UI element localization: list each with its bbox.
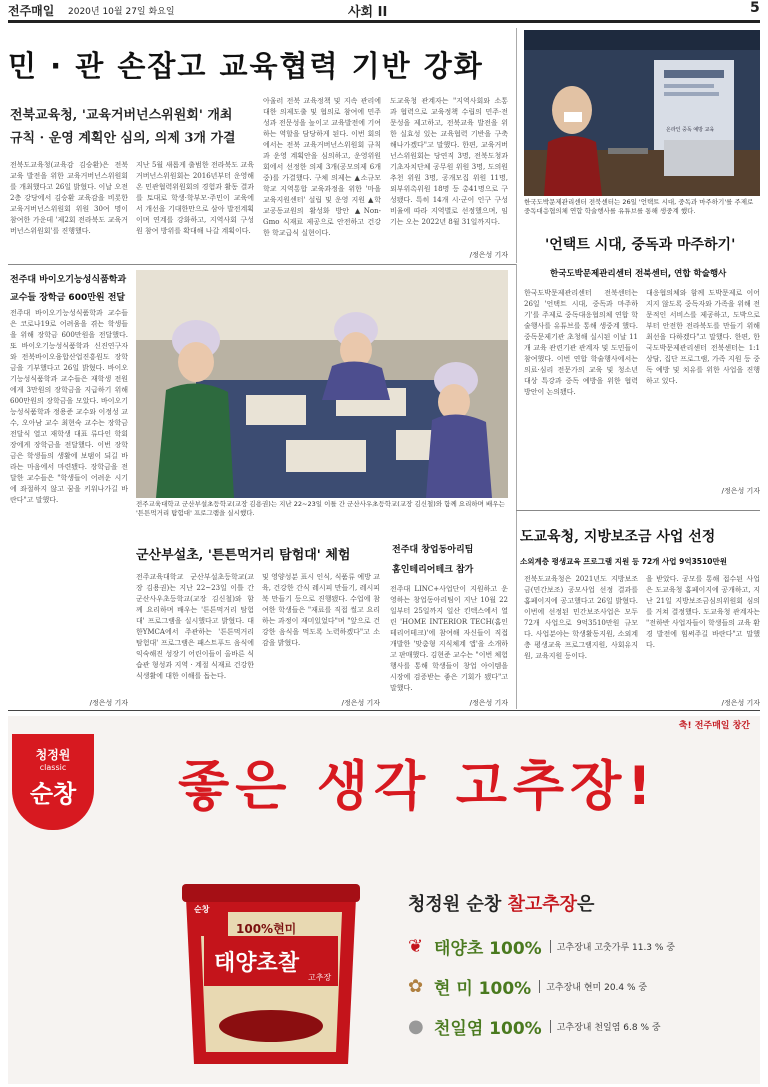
package-main-text: 태양초찰: [214, 951, 300, 976]
lead-col-2: 지난 5월 새롭게 출범한 전라북도 교육거버넌스위원회는 2016년부터 운영해 온 민관협력위원회의 경험과 활동 결과를 토대로 학생·학부모·주민이 교육에서 개선을 기대한만으로 삼아 발전계획이며 연계를 강화하고, 지역사회 구성원 참여 방위를 확대해 나갈 계획이다.: [136, 161, 254, 235]
column-divider: [516, 28, 517, 263]
right-top-subhead: 한국도박문제관리센터 전북센터, 연합 학술행사: [550, 269, 727, 279]
ingredient-name: 현 미 100%: [434, 978, 532, 999]
poster-text: 온라인 중독 예방 교육: [666, 127, 715, 133]
center-byline: /정은성 기자: [341, 699, 380, 707]
ingredient-row-rice: [408, 966, 738, 1006]
photo-conference-svg: [524, 30, 760, 196]
ad-headline: 좋은 생각 고추장!: [178, 756, 658, 817]
right-top-col-2: 대응협의체와 함께 도박문제로 이어지지 않도록 중독자와 가족을 위해 전문적인 서비스를 제공하고, 도박으로부터 안전한 전라북도를 만들기 위해 최선을 다하겠다"고 말했다. 한편, 한국도박문제관리센터 전북센터는 1:1 상담, 집단 프로그램, 가족 지원 등 중독 예방 및 치유를 위한 사업을 진행하고 있다.: [646, 289, 760, 385]
product-package: [176, 876, 366, 1072]
brand-name-kr: 청정원: [35, 748, 71, 762]
section-name: 사회 II: [348, 5, 388, 20]
brand-name-en: classic: [39, 763, 67, 772]
right-bottom-byline: /정은성 기자: [721, 699, 760, 707]
right-top-byline: /정은성 기자: [721, 487, 760, 495]
center-headline: 군산부설초, '튼튼먹거리 탐험대' 체험: [136, 548, 351, 563]
right-bottom-headline: 도교육청, 지방보조금 사업 선정: [520, 529, 716, 545]
lead-headline: 민 · 관 손잡고 교육협력 기반 강화: [8, 49, 484, 83]
product-line-suffix: 은: [577, 894, 595, 915]
column-divider-2: [516, 264, 517, 709]
ingredient-detail: 고추장내 천일염 6.8 % 중: [550, 1020, 661, 1033]
mid-left-body: 전주대 바이오기능성식품학과 교수들은 코로나19로 어려움을 겪는 학생들을 위해 장학금 600만원을 전달했다. 또 바이오기능성식품학과 신진연구자와 전북바이오융합산업진흥원도 장학금을 기부했다고 26일 밝혔다. 바이오기능성식품학과 교수들은 재학생 전원에게 3만원의 장학금을 지급하기 위해 600만원의 장학금을 모았다. 바이오기능성식품학과 정용준 교수와 이정성 교수, 오아남 교수 최현숙 교수는 장학금 전달식 열고 재학생 대표 류다인 학회장에게 장학금을 전달했다. 이번 장학금은 학생들의 생활에 보탬이 되길 바라는 마음에서 마련됐다. 장학금을 전달한 교수들은 "학생들이 어려운 시기에 좌절하지 않고 꿈을 키워나가길 바란다"고 말했다.: [10, 309, 128, 504]
newspaper-name: 전주매일: [8, 4, 55, 18]
lead-subhead-2: 규칙 · 운영 계획안 심의, 의제 3개 가결: [10, 131, 236, 146]
ingredient-list: [408, 926, 738, 1046]
mid-left-headline-2: 교수들 장학금 600만원 전달: [10, 293, 126, 303]
ingredient-detail: 고추장내 현미 20.4 % 중: [539, 980, 647, 993]
rice-icon: ✿: [408, 975, 424, 997]
photo-caption-cooking: 전주교육대학교 군산부설초등학교(교장 김용권)는 지난 22~23일 이틀 간 군산사우초등학교(교장 김신철)와 함께 요리하며 배우는 '튼튼먹거리 탐험대' 프로그램을 실시했다.: [136, 500, 505, 517]
ad-congrats-text: 축! 전주매일 창간: [678, 721, 750, 731]
mid-left-byline: /정은성 기자: [89, 699, 128, 707]
photo-cooking-class-svg: [136, 270, 508, 498]
lead-col-3: 아울러 전북 교육정책 및 지속 관리에 대한 의제도출 및 협의로 참여에 민주성과 전문성을 높이고 교육발전에 기여하는 역할을 담당하게 된다. 이번 회의에서는 전북 교육거버넌스위원회 규칙과 운영 계획안을 심의하고, 운영위원회에서 선정한 의제 3개(공모의제 6개 중)를 가결했다. 구체 의제는 ▲소규모학교 지역통합 교육과정을 위한 '마을교육지원센터' 설립 및 운영 지원 ▲학교공동교원의 활성화 방안 ▲Non-Gmo 식재료 제공으로 안전하고 건강한 학교급식 실현이다.: [263, 97, 381, 237]
right-bottom-col-1: 전북도교육청은 2021년도 지방보조금(민간보조) 공모사업 선정 결과를 홈페이지에 공고했다고 26일 밝혔다. 이번에 선정된 민간보조사업은 모두 72개 사업으로 9억3510만원 규모다. 사업분야는 학생활동지원, 소외계층 평생교육 프로그램지원, 사회유지원, 교육지원 등이다.: [524, 575, 638, 660]
mid-left-headline-1: 전주대 바이오기능성식품학과: [10, 275, 127, 285]
header-rule: [8, 20, 760, 23]
center-right-headline-1: 전주대 창업동아리팀: [392, 545, 474, 555]
ingredient-name: 천일염 100%: [434, 1018, 542, 1039]
chili-icon: ❦: [408, 935, 424, 957]
ingredient-name: 태양초 100%: [434, 938, 542, 959]
lead-col-4: 도교육청 관계자는 "지역사회와 소통과 협력으로 교육정책 수립의 민주·전문성을 제고하고, 전북교육 발전을 위한 실효성 있는 교육협력 기반을 구축해나가겠다"고 말했다. 한편, 교육거버넌스위원회는 당연직 3명, 전북도청과 기초자치단체 공무원 위원 3명, 도의원 추천 위원 3명, 공개모집 위원 11명, 외부위촉위원 18명 등 총41명으로 구성됐다. 특히 14개 시·군이 인구 구성 비율에 따라 지역별로 선정했으며, 임기는 오는 2022년 8월 31일까지다.: [390, 97, 508, 226]
product-line: [408, 890, 594, 916]
ingredient-row-chili: [408, 926, 738, 966]
lead-byline: /정은성 기자: [469, 251, 508, 259]
photo-cooking-class: [136, 270, 508, 498]
right-divider: [516, 510, 760, 511]
product-line-prefix: 청정원 순창: [408, 894, 508, 915]
page-header: [8, 0, 760, 22]
right-bottom-subhead: 소외계층 평생교육 프로그램 지원 등 72개 사업 9억3510만원: [520, 557, 727, 566]
section-divider: [8, 264, 516, 265]
package-sub-text: 고추장: [308, 973, 332, 982]
brand-logo: [12, 734, 94, 830]
page-number: 5: [750, 0, 760, 16]
product-line-strong: 찰고추장: [507, 894, 578, 915]
lead-col-1: 전북도교육청(교육감 김승환)은 전북교육 발전을 위한 교육거버넌스위원회를 개최했다고 26일 밝혔다. 이날 오전 2층 강당에서 김승환 교육감을 비롯한 교육거버넌스위원회 위원 30여 명이 참여한 가운데 '제2회 전라북도 교육거버넌스위원회'를 진행했다.: [10, 161, 128, 235]
center-col-2: 및 영양성분 표시 인식, 식품류 예방 교육, 건강한 간식 레시피 만들기, 레시피북 만들기 등으로 진행됐다. 수업에 참여한 학생들은 "재료를 직접 썰고 요리하는 과정이 재미있었다"며 "앞으로 건강한 음식을 먹도록 노력하겠다"고 소감을 밝혔다.: [262, 573, 380, 647]
right-top-headline: '언택트 시대, 중독과 마주하기': [545, 237, 736, 253]
center-right-byline: /정은성 기자: [469, 699, 508, 707]
center-col-1: 전주교육대학교 군산부설초등학교(교장 김용권)는 지난 22~23일 이틀 간 군산사우초등학교(교장 김신철)와 함께 요리하며 배우는 '튼튼먹거리 탐험대' 프로그램을 실시했다고 밝혔다. 대한YMCA에서 주관하는 '튼튼먹거리 탐험대' 프로그램은 패스트푸드 음식에 익숙해진 성장기 어린이들이 올바른 식습관 형성과 지역 · 계절 식재료 건강한 식생활에 대한 이해를 돕는다.: [136, 573, 254, 680]
photo-caption-conference: 한국도박문제관리센터 전북센터는 26일 '언택트 시대, 중독과 마주하기'를 주제로 중독대응협의체 연합 학술행사를 유튜브를 통해 생중계 했다.: [524, 198, 754, 215]
center-right-headline-2: 홈인테리어테크 참가: [392, 565, 474, 575]
right-top-col-1: 한국도박문제관리센터 전북센터는 26일 '언택트 시대, 중독과 마주하기'를 주제로 중독대응협의체 연합 학술행사를 유튜브를 통해 생중계 했다. 중독문제기관 초청해 실시된 이날 11개 교육 관련기관 관계자 및 도민들이 참여했다. 이번 연합 학술행사에서는 의료·심리 전문가의 교육 및 청소년 대상 특강과 중독 예방을 위한 협력 방안이 논의됐다.: [524, 289, 638, 396]
photo-conference: [524, 30, 760, 196]
package-brand: 순창: [194, 905, 210, 914]
ingredient-row-salt: [408, 1006, 738, 1046]
package-top-text: 100%현미: [236, 922, 297, 936]
ad-divider: [8, 710, 760, 711]
advertisement: [8, 716, 760, 1084]
issue-date: 2020년 10월 27일 화요일: [68, 7, 175, 17]
right-bottom-col-2: 을 받았다. 공모를 통해 접수된 사업은 도교육청 홈페이지에 공개하고, 지난 21일 지방보조금심의위원회 심의를 거쳐 결정했다. 도교육청 관계자는 "전하반 사업자들이 학생들의 교육 환경 발전에 힘써주길 바란다"고 말했다.: [646, 575, 760, 649]
salt-icon: ●: [408, 1015, 424, 1037]
center-right-body: 전주대 LINC+사업단이 지원하고 운영하는 창업동아리팀이 지난 10월 22일부터 25일까지 일산 킨텍스에서 열린 'HOME INTERIOR TECH(홈인테리어테크)'에 참여해 자신들이 직접 개발한 '맞춤형 지식체계 앱'을 소개하고 판매했다. 김현준 교수는 "이번 체험행사를 통해 학생들이 창업 아이템을 시장에 검증받는 좋은 기회가 됐다"고 말했다.: [390, 585, 508, 692]
lead-subhead-1: 전북교육청, '교육거버넌스위원회' 개최: [10, 108, 233, 123]
ingredient-detail: 고추장내 고춧가루 11.3 % 중: [550, 940, 675, 953]
brand-main: 순창: [29, 780, 77, 808]
